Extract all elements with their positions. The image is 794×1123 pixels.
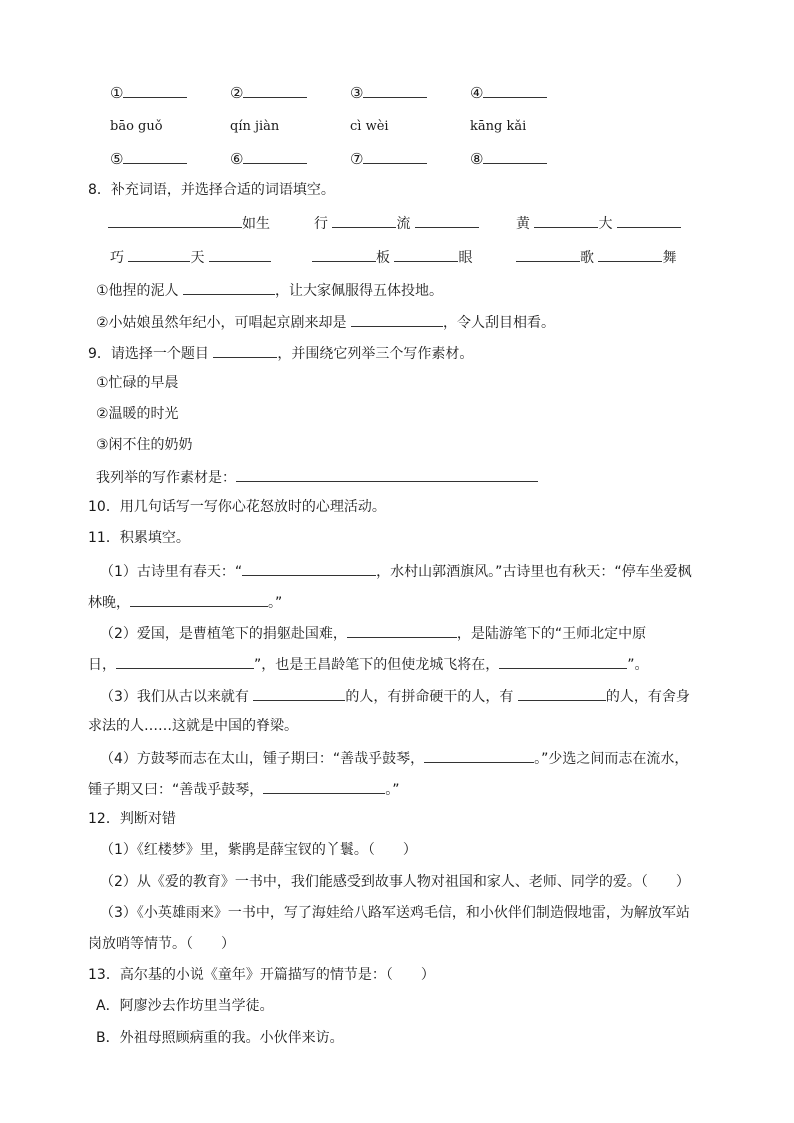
blank-item-2 xyxy=(230,82,307,103)
question-10-prompt: 10．用几句话写一写你心花怒放时的心理活动。 xyxy=(88,499,386,515)
sentence-text: 。”少选之间而志在流水， xyxy=(534,751,689,767)
answer-blank[interactable] xyxy=(108,212,242,228)
answer-blank[interactable] xyxy=(263,778,385,794)
sentence-text: ”，也是王昌龄笔下的但使龙城飞将在， xyxy=(254,657,500,673)
answer-blank[interactable] xyxy=(243,148,307,164)
q12-item-1: （1）《红楼梦》里，紫鹃是薛宝钗的丫鬟。（ ） xyxy=(100,842,417,858)
question-12-prompt: 12．判断对错 xyxy=(88,811,176,827)
circled-number: ⑦ xyxy=(350,150,364,168)
idiom-fragment: 舞 xyxy=(662,250,677,266)
answer-blank[interactable] xyxy=(312,246,376,262)
answer-blank[interactable] xyxy=(253,685,345,701)
q13-option-a[interactable]: A．阿廖沙去作坊里当学徒。 xyxy=(96,998,274,1014)
q11-part-4-line-1 xyxy=(100,747,688,769)
answer-blank[interactable] xyxy=(424,747,534,763)
sentence-text: 9．请选择一个题目 xyxy=(88,346,209,362)
blank-item-4 xyxy=(470,82,547,103)
q11-part-2-line-1 xyxy=(100,622,646,644)
answer-blank[interactable] xyxy=(534,212,598,228)
idiom-fragment: 黄 xyxy=(516,216,530,232)
q12-item-3-line-1: （3）《小英雄雨来》一书中，写了海娃给八路军送鸡毛信，和小伙伴们制造假地雷，为解放军站 xyxy=(100,905,690,921)
circled-number: ⑤ xyxy=(110,150,124,168)
answer-blank[interactable] xyxy=(183,279,275,295)
answer-blank[interactable] xyxy=(209,246,271,262)
pinyin-label: kāng kǎi xyxy=(470,119,527,134)
question-9-prompt xyxy=(88,342,473,364)
idiom-fragment: 板 xyxy=(376,250,390,266)
sentence-text: ”。 xyxy=(627,657,649,673)
q9-option: ①忙碌的早晨 xyxy=(96,375,179,391)
q11-part-1-line-1 xyxy=(100,560,692,582)
answer-blank[interactable] xyxy=(213,342,277,358)
idiom-row-2 xyxy=(110,246,271,268)
question-11-prompt: 11．积累填空。 xyxy=(88,530,190,546)
q13-option-b[interactable]: B．外祖母照顾病重的我。小伙伴来访。 xyxy=(96,1030,344,1046)
answer-blank[interactable] xyxy=(499,653,627,669)
idiom-fragment: 天 xyxy=(190,250,205,266)
sentence-text: 锺子期又曰：“善哉乎鼓琴， xyxy=(88,782,264,798)
idiom-row-2c xyxy=(516,246,676,268)
blank-item-3 xyxy=(350,82,427,103)
q11-part-3-line-1 xyxy=(100,685,690,707)
blank-item-6 xyxy=(230,148,307,169)
answer-blank[interactable] xyxy=(123,82,187,98)
answer-blank[interactable] xyxy=(347,622,457,638)
idiom-fragment: 大 xyxy=(598,216,613,232)
sentence-text: ，水村山郭酒旗风。”古诗里也有秋天：“停车坐爱枫 xyxy=(376,564,692,580)
idiom-fragment: 巧 xyxy=(110,250,124,266)
circled-number: ② xyxy=(230,84,244,102)
idiom-row-2b xyxy=(312,246,472,268)
answer-blank[interactable] xyxy=(483,148,547,164)
circled-number: ⑧ xyxy=(470,150,484,168)
circled-number: ① xyxy=(110,84,124,102)
circled-number: ⑥ xyxy=(230,150,244,168)
sentence-text: ①他捏的泥人 xyxy=(96,283,179,299)
sentence-text: ，让大家佩服得五体投地。 xyxy=(275,283,444,299)
idiom-fragment: 行 xyxy=(314,216,328,232)
q11-part-2-line-2 xyxy=(88,653,649,675)
answer-blank[interactable] xyxy=(363,148,427,164)
blank-item-5 xyxy=(110,148,187,169)
pinyin-label: bāo guǒ xyxy=(110,119,163,134)
blank-item-8 xyxy=(470,148,547,169)
q9-option: ②温暖的时光 xyxy=(96,406,179,422)
question-8-prompt: 8．补充词语，并选择合适的词语填空。 xyxy=(88,182,335,198)
sentence-text: 日， xyxy=(88,657,116,673)
q9-answer-line xyxy=(96,466,538,488)
sentence-text: ，是陆游笔下的“王师北定中原 xyxy=(456,626,647,642)
idiom-fragment: 眼 xyxy=(458,250,473,266)
sentence-text: （2）爱国，是曹植笔下的捐躯赴国难， xyxy=(100,626,347,642)
pinyin-label: qín jiàn xyxy=(230,119,280,134)
answer-blank[interactable] xyxy=(617,212,681,228)
q11-part-4-line-2 xyxy=(88,778,400,800)
sentence-text: （3）我们从古以来就有 xyxy=(100,689,249,705)
idiom-fragment: 如生 xyxy=(242,216,270,232)
answer-blank[interactable] xyxy=(483,82,547,98)
sentence-text: 林晚， xyxy=(88,595,130,611)
sentence-text: ，令人刮目相看。 xyxy=(443,315,556,331)
blank-item-7 xyxy=(350,148,427,169)
q11-part-3-line-2: 求法的人……这就是中国的脊梁。 xyxy=(88,718,298,734)
answer-blank[interactable] xyxy=(332,212,396,228)
answer-blank[interactable] xyxy=(243,82,307,98)
sentence-text: ②小姑娘虽然年纪小，可唱起京剧来却是 xyxy=(96,315,347,331)
q8-sentence-2 xyxy=(96,311,555,333)
idiom-fragment: 流 xyxy=(396,216,411,232)
circled-number: ③ xyxy=(350,84,364,102)
pinyin-label: cì wèi xyxy=(350,119,389,134)
idiom-row-1 xyxy=(108,212,270,234)
answer-label: 我列举的写作素材是： xyxy=(96,470,236,486)
answer-blank[interactable] xyxy=(123,148,187,164)
sentence-text: ，并围绕它列举三个写作素材。 xyxy=(277,346,474,362)
q12-item-3-line-2: 岗放哨等情节。（ ） xyxy=(88,936,235,952)
answer-blank[interactable] xyxy=(518,685,606,701)
question-13-prompt: 13．高尔基的小说《童年》开篇描写的情节是：（ ） xyxy=(88,967,435,983)
q9-option: ③闲不住的奶奶 xyxy=(96,437,193,453)
sentence-text: 。” xyxy=(385,782,400,798)
sentence-text: （4）方鼓琴而志在太山，锺子期曰：“善哉乎鼓琴， xyxy=(100,751,425,767)
answer-blank[interactable] xyxy=(415,212,479,228)
answer-blank[interactable] xyxy=(128,246,190,262)
answer-blank[interactable] xyxy=(598,246,662,262)
q11-part-1-line-2 xyxy=(88,591,282,613)
circled-number: ④ xyxy=(470,84,484,102)
answer-blank[interactable] xyxy=(242,560,376,576)
answer-blank[interactable] xyxy=(394,246,458,262)
blank-item-1 xyxy=(110,82,187,103)
q8-sentence-1 xyxy=(96,279,443,301)
answer-blank[interactable] xyxy=(516,246,580,262)
q12-item-2: （2）从《爱的教育》一书中，我们能感受到故事人物对祖国和家人、老师、同学的爱。（ ） xyxy=(100,874,690,890)
answer-blank[interactable] xyxy=(130,591,268,607)
answer-blank[interactable] xyxy=(116,653,254,669)
idiom-fragment: 歌 xyxy=(580,250,594,266)
idiom-row-1b xyxy=(314,212,479,234)
answer-blank[interactable] xyxy=(351,311,443,327)
sentence-text: 的人，有舍身 xyxy=(605,689,690,705)
sentence-text: 。” xyxy=(268,595,283,611)
sentence-text: 的人，有拼命硬干的人，有 xyxy=(345,689,514,705)
answer-blank[interactable] xyxy=(363,82,427,98)
idiom-row-1c xyxy=(516,212,681,234)
sentence-text: （1）古诗里有春天：“ xyxy=(100,564,243,580)
answer-blank[interactable] xyxy=(236,466,538,482)
